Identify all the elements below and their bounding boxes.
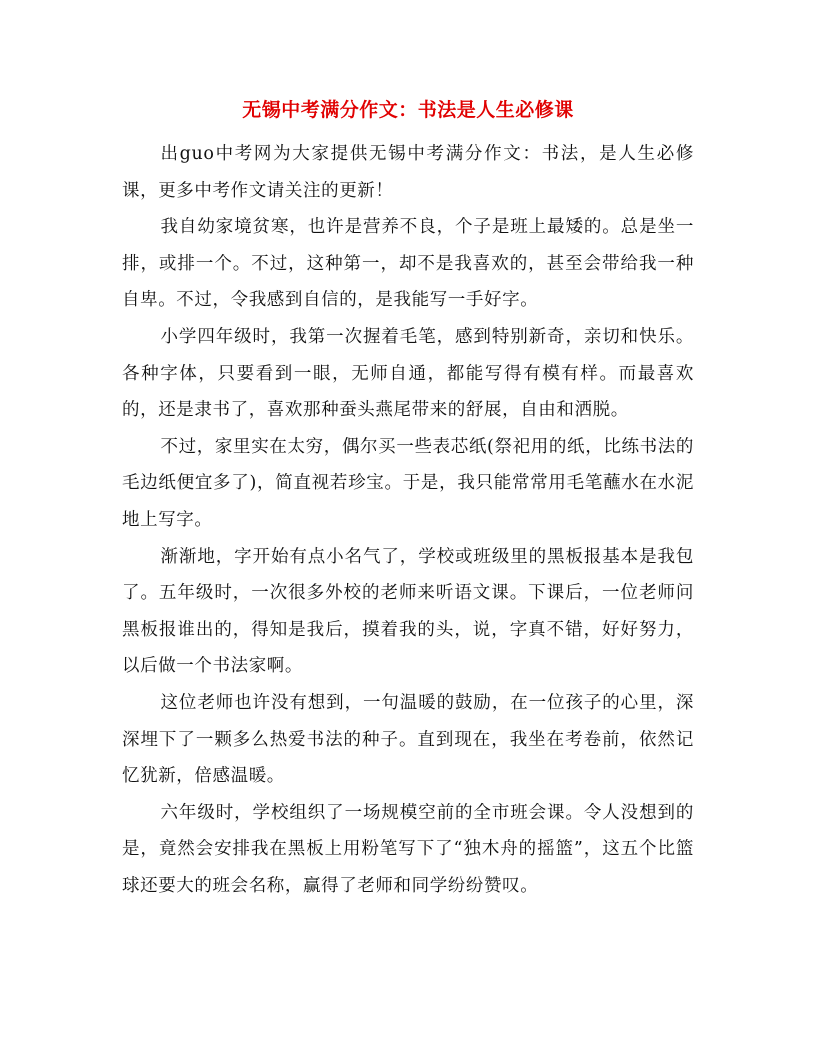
paragraph-class-meeting: 六年级时，学校组织了一场规模空前的全市班会课。令人没想到的是，竟然会安排我在黑板上用粉笔写下了“独木舟的摇篮”，这五个比篮球还要大的班会名称，赢得了老师和同学纷纷赞叹。 xyxy=(122,802,694,896)
document-title: 无锡中考满分作文：书法是人生必修课 xyxy=(242,99,574,121)
paragraph-intro: 出guo中考网为大家提供无锡中考满分作文：书法，是人生必修课，更多中考作文请关注的更新！ xyxy=(122,144,694,201)
paragraph-blackboard: 渐渐地，字开始有点小名气了，学校或班级里的黑板报基本是我包了。五年级时，一次很多外校的老师来听语文课。下课后，一位老师问黑板报谁出的，得知是我后，摸着我的头，说，字真不错，好好努力，以后做一个书法家啊。 xyxy=(122,546,694,677)
document-body xyxy=(122,136,694,904)
paragraph-childhood: 我自幼家境贫寒，也许是营养不良，个子是班上最矮的。总是坐一排，或排一个。不过，这种第一，却不是我喜欢的，甚至会带给我一种自卑。不过，令我感到自信的，是我能写一手好字。 xyxy=(122,217,694,311)
paragraph-first-brush: 小学四年级时，我第一次握着毛笔，感到特别新奇，亲切和快乐。各种字体，只要看到一眼，无师自通，都能写得有模有样。而最喜欢的，还是隶书了，喜欢那种蚕头燕尾带来的舒展，自由和洒脱。 xyxy=(122,326,694,421)
paragraph-practice-paper: 不过，家里实在太穷，偶尔买一些表芯纸(祭祀用的纸，比练书法的毛边纸便宜多了)，简直视若珍宝。于是，我只能常常用毛笔蘸水在水泥地上写字。 xyxy=(122,436,694,530)
paragraph-teacher-encouragement: 这位老师也许没有想到，一句温暖的鼓励，在一位孩子的心里，深深埋下了一颗多么热爱书法的种子。直到现在，我坐在考卷前，依然记忆犹新，倍感温暖。 xyxy=(122,692,694,787)
